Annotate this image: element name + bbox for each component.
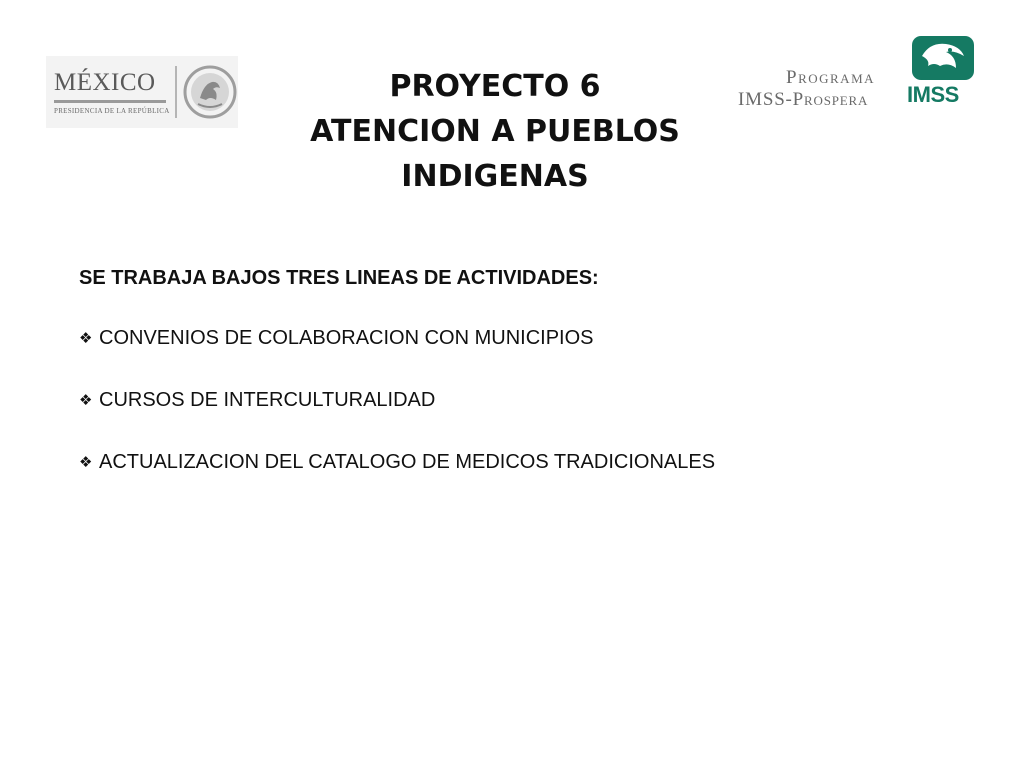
program-name: IMSS-Prospera	[738, 89, 869, 110]
slide-title	[270, 64, 720, 199]
imss-wordmark: IMSS	[907, 82, 959, 107]
list-item	[79, 447, 979, 477]
intro-text: SE TRABAJA BAJOS TRES LINEAS DE ACTIVIDADES:	[79, 267, 599, 289]
program-label: Programa	[786, 67, 876, 88]
slide-body	[79, 263, 979, 509]
list-item	[79, 385, 979, 415]
mexico-logo-divider	[175, 66, 177, 118]
diamond-bullet-icon: ❖	[79, 453, 93, 471]
mexico-logo-word: MÉXICO	[54, 69, 156, 96]
list-item-text: CURSOS DE INTERCULTURALIDAD	[99, 389, 436, 411]
diamond-bullet-icon: ❖	[79, 329, 93, 347]
list-item-text: CONVENIOS DE COLABORACION CON MUNICIPIOS	[99, 327, 594, 349]
title-line-1: PROYECTO 6	[389, 69, 601, 104]
diamond-bullet-icon: ❖	[79, 391, 93, 409]
title-line-3: INDIGENAS	[401, 159, 589, 194]
mexico-logo-subtitle: PRESIDENCIA DE LA REPÚBLICA	[54, 107, 170, 115]
title-line-2: ATENCION A PUEBLOS	[310, 114, 680, 149]
mexico-logo-rule	[54, 100, 166, 103]
list-item-text: ACTUALIZACION DEL CATALOGO DE MEDICOS TRADICIONALES	[99, 451, 716, 473]
imss-prospera-logo	[734, 34, 982, 110]
coat-of-arms-icon	[182, 62, 238, 122]
mexico-government-logo	[46, 56, 238, 128]
imss-eagle-icon	[910, 34, 976, 82]
list-item	[79, 323, 979, 353]
activity-list	[79, 323, 979, 477]
